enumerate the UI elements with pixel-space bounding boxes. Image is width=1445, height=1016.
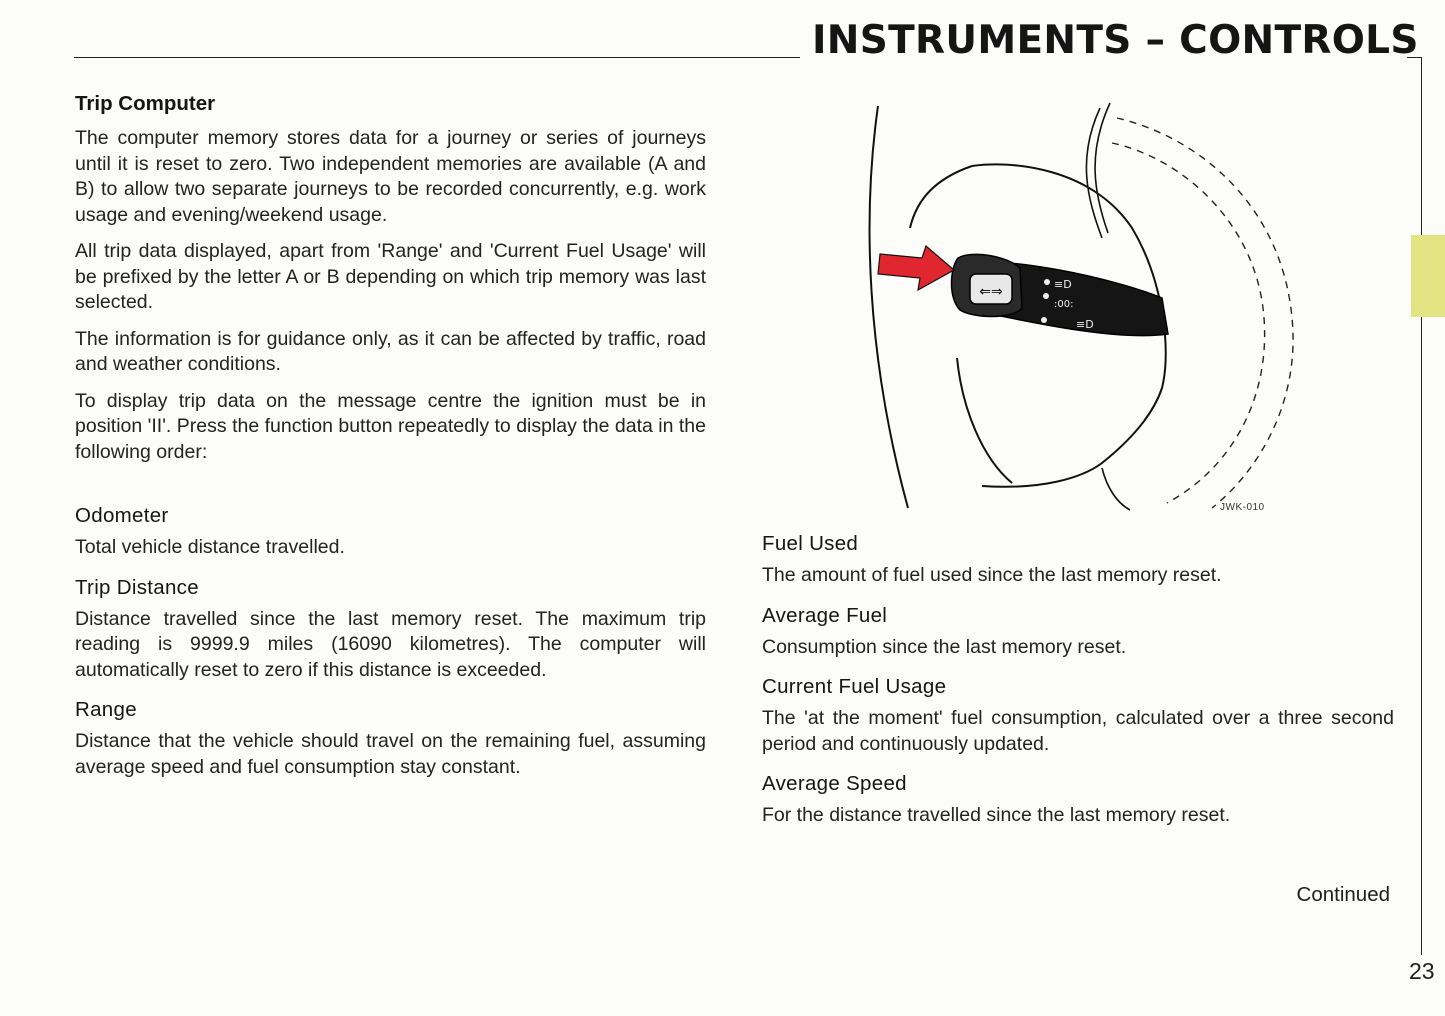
guidance-paragraph: The information is for guidance only, as it can be affected by traffic, road and weather conditions. — [75, 327, 706, 375]
display-paragraph: To display trip data on the message centre the ignition must be in position 'II'. Press the function button repeatedly to display the data in the following order: — [75, 389, 706, 463]
shroud-lower-line — [957, 358, 1012, 483]
section-thumb-tab — [1411, 235, 1445, 317]
margin-rule-tick — [1407, 57, 1422, 58]
entry-odometer — [75, 504, 706, 561]
wheel-rim-line — [1102, 468, 1130, 510]
red-pointer-arrow — [878, 246, 954, 290]
entry-average-speed — [762, 772, 1394, 829]
left-column — [75, 92, 706, 795]
entry-current-fuel-usage — [762, 675, 1394, 757]
shroud-upper-line — [910, 166, 972, 228]
wheel-rim-line — [1095, 103, 1110, 233]
dashboard-edge-line — [870, 106, 908, 508]
svg-text:≡D: ≡D — [1076, 318, 1094, 331]
entry-heading: Average Speed — [762, 772, 907, 795]
entry-heading: Fuel Used — [762, 532, 859, 555]
entry-text: Total vehicle distance travelled. — [75, 536, 345, 558]
stalk-illustration — [862, 98, 1302, 518]
page-title: INSTRUMENTS – CONTROLS — [812, 18, 1419, 63]
section-title: Trip Computer — [75, 92, 216, 115]
entry-range — [75, 698, 706, 780]
steering-column-stalk-drawing — [862, 98, 1302, 518]
wheel-rim-line — [1086, 108, 1102, 238]
entry-heading: Average Fuel — [762, 603, 888, 627]
entry-heading: Current Fuel Usage — [762, 675, 947, 698]
continued-label: Continued — [1296, 883, 1390, 906]
entry-trip-distance — [75, 576, 706, 684]
prefix-paragraph: All trip data displayed, apart from 'Range' and 'Current Fuel Usage' will be prefixed by the letter A or B depending on which trip memory was last selected. — [75, 240, 706, 313]
entry-heading: Range — [75, 698, 137, 721]
entry-text: The amount of fuel used since the last memory reset. — [762, 564, 1222, 586]
margin-rule — [1421, 57, 1422, 955]
svg-text:⇐⇒: ⇐⇒ — [979, 284, 1003, 300]
entry-fuel-used — [762, 532, 1394, 589]
entry-heading: Trip Distance — [75, 575, 199, 599]
intro-paragraph: The computer memory stores data for a journey or series of journeys until it is reset to zero. Two independent memories are available (A and B) to allow two separate journeys to be recorded concurrently, e.g. work usage and evening/weekend usage. — [75, 127, 706, 226]
entry-average-fuel — [762, 604, 1394, 661]
entry-heading: Odometer — [75, 504, 169, 527]
figure-code: JWK-010 — [1220, 502, 1265, 513]
entry-text: Distance that the vehicle should travel on the remaining fuel, assuming average speed and fuel consumption stay constant. — [75, 730, 706, 778]
header-rule — [74, 57, 800, 58]
entry-text: Consumption since the last memory reset. — [762, 635, 1127, 658]
svg-text::00:: :00: — [1054, 299, 1074, 310]
page-number: 23 — [1409, 958, 1435, 984]
entry-text: The 'at the moment' fuel consumption, calculated over a three second period and continuously updated. — [762, 707, 1394, 755]
right-column — [762, 532, 1394, 844]
svg-text:≡D: ≡D — [1054, 278, 1072, 291]
entry-text: Distance travelled since the last memory reset. The maximum trip reading is 9999.9 miles (16090 kilometres). The computer will automatically reset to zero if this distance is exceeded. — [75, 607, 706, 681]
entry-text: For the distance travelled since the last memory reset. — [762, 804, 1231, 826]
